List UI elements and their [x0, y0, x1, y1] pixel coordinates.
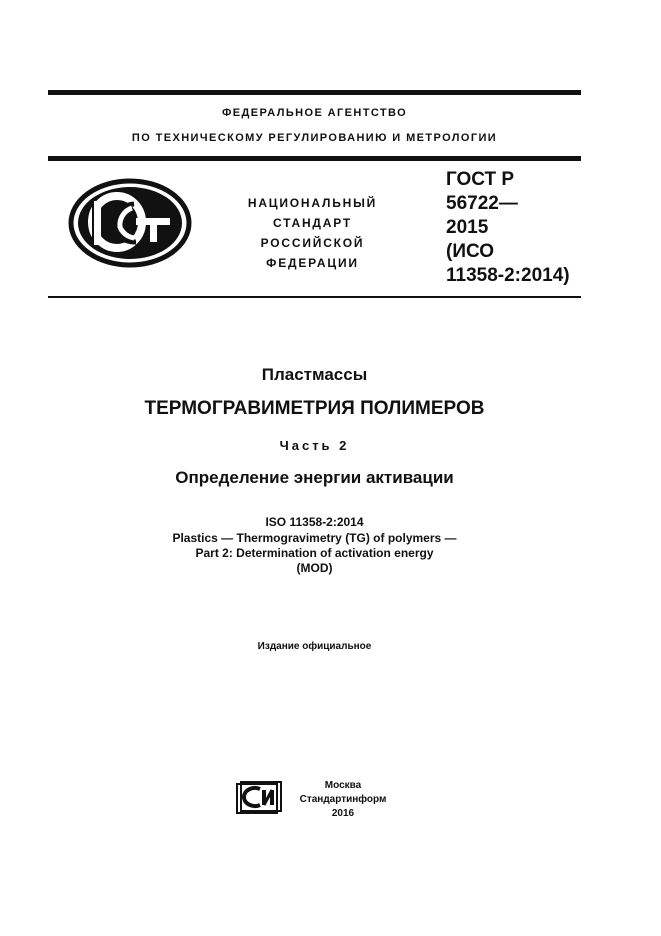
publisher-city: Москва	[324, 780, 362, 791]
document-subtitle: Определение энергии активации	[175, 468, 454, 487]
national-standard-label	[225, 193, 400, 273]
national-standard-line-1: НАЦИОНАЛЬНЫЙ	[247, 196, 378, 210]
publisher-block	[290, 779, 396, 821]
document-subject: Пластмассы	[261, 365, 368, 384]
document-part: Часть 2	[279, 438, 350, 453]
national-standard-line-3: РОССИЙСКОЙ	[260, 236, 365, 250]
standartinform-logo-icon	[236, 781, 286, 814]
iso-title-line-1: Plastics — Thermogravimetry (TG) of polymers —	[172, 531, 457, 545]
gost-r-emblem-icon	[68, 178, 192, 268]
designation-line-3: 2015	[446, 217, 489, 238]
top-rule	[48, 90, 581, 95]
agency-name-line-2: ПО ТЕХНИЧЕСКОМУ РЕГУЛИРОВАНИЮ И МЕТРОЛОГИИ	[131, 132, 498, 144]
designation-line-5: 11358-2:2014)	[446, 265, 570, 286]
designation-line-1: ГОСТ Р	[446, 169, 515, 190]
designation-line-4: (ИСО	[446, 241, 495, 262]
header-divider-rule	[48, 156, 581, 161]
national-standard-line-2: СТАНДАРТ	[272, 216, 353, 230]
publisher-name: Стандартинформ	[299, 794, 387, 805]
document-title: ТЕРМОГРАВИМЕТРИЯ ПОЛИМЕРОВ	[144, 398, 485, 419]
designation-line-2: 56722—	[446, 193, 518, 214]
edition-label: Издание официальное	[257, 641, 372, 652]
publisher-year: 2016	[331, 808, 355, 819]
agency-name-line-1: ФЕДЕРАЛЬНОЕ АГЕНТСТВО	[221, 107, 408, 119]
iso-modification: (MOD)	[296, 561, 333, 575]
iso-title-line-2: Part 2: Determination of activation energy	[195, 546, 434, 560]
standard-designation	[446, 168, 586, 288]
iso-reference: ISO 11358-2:2014	[265, 515, 364, 529]
header-bottom-rule	[48, 296, 581, 298]
national-standard-line-4: ФЕДЕРАЦИИ	[266, 256, 359, 270]
